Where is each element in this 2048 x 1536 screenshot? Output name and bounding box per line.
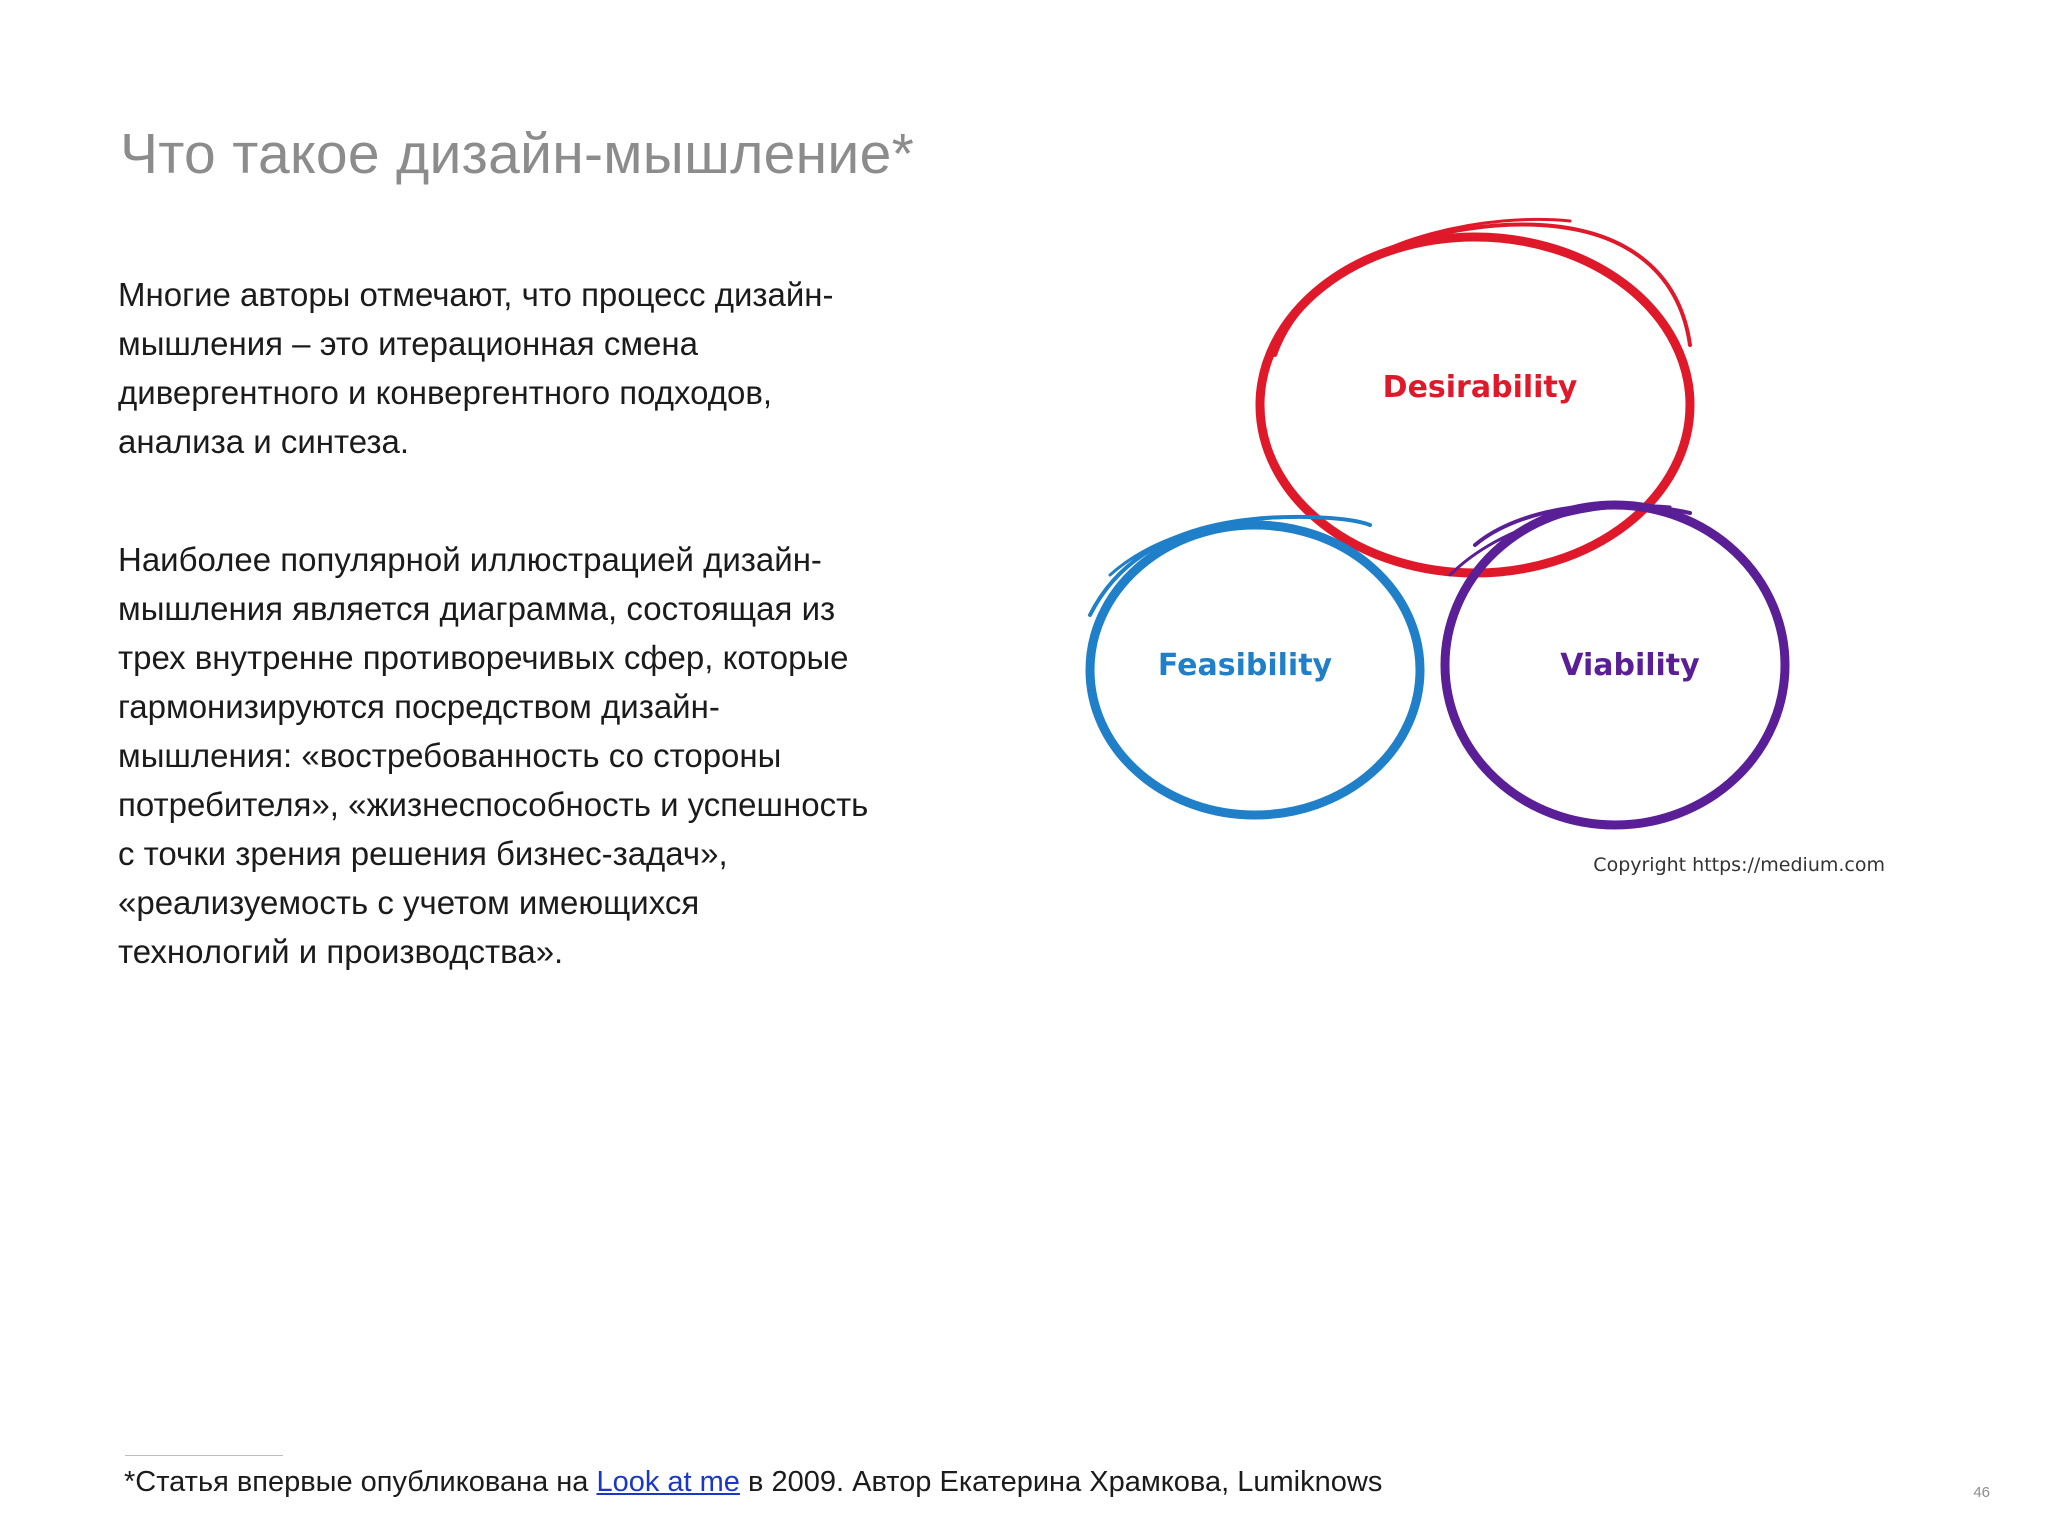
- look-at-me-link[interactable]: Look at me: [596, 1466, 740, 1498]
- feasibility-label: Feasibility: [1157, 648, 1333, 683]
- footnote-prefix: *Статья впервые опубликована на: [124, 1466, 597, 1498]
- desirability-label: Desirability: [1382, 370, 1578, 405]
- viability-label: Viability: [1560, 648, 1700, 683]
- footnote-suffix: в 2009. Автор Екатерина Храмкова, Lumiknows: [739, 1466, 1383, 1498]
- page-title: Что такое дизайн-мышление*: [120, 122, 915, 187]
- footnote-divider: [125, 1455, 283, 1456]
- intro-paragraph: Многие авторы отмечают, что процесс дизайн- мышления – это итерационная смена дивергентного и конвергентного подходов, анализа и синтеза.: [118, 276, 834, 460]
- venn-diagram: [1070, 195, 1950, 895]
- page-number: 46: [1973, 1484, 1990, 1501]
- diagram-credit: Copyright https://medium.com: [1593, 854, 1885, 876]
- description-paragraph: Наиболее популярной иллюстрацией дизайн- мышления является диаграмма, состоящая из трех внутренне противоречивых сфер, которые гармонизируются посредством дизайн- мышления: «востребованность со стороны потребителя», «жизнеспособность и успешность с точки зрения решения бизнес-задач», «реализуемость с учетом имеющихся технологий и производства».: [118, 541, 869, 970]
- footnote: [124, 1462, 1382, 1503]
